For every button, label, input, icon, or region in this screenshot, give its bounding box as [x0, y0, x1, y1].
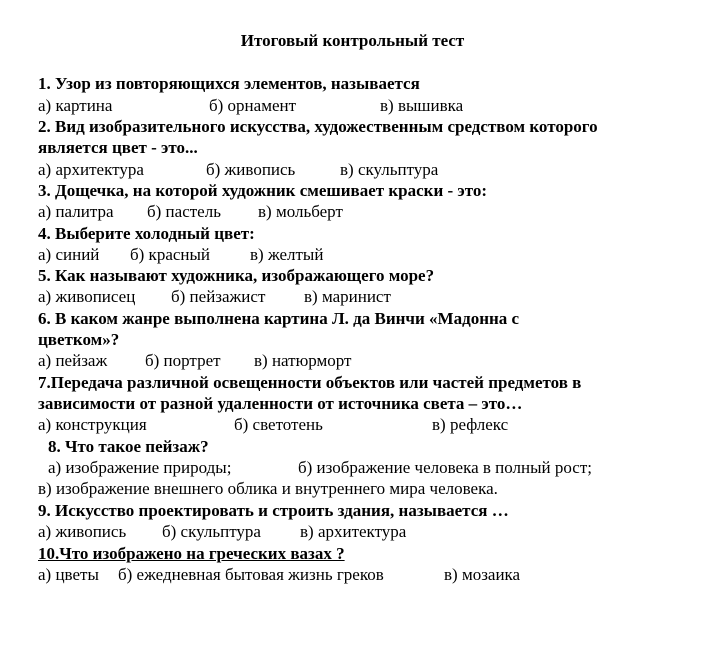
option-8b: б) изображение человека в полный рост;	[298, 458, 592, 477]
option-8a: а) изображение природы;	[48, 458, 232, 477]
answers-2	[38, 159, 678, 180]
question-8: 8. Что такое пейзаж?	[48, 437, 209, 456]
option-4a: а) синий	[38, 245, 100, 264]
option-5c: в) маринист	[304, 287, 391, 306]
option-3b: б) пастель	[147, 202, 221, 221]
answers-9	[38, 521, 678, 542]
question-1: 1. Узор из повторяющихся элементов, называется	[38, 74, 420, 93]
option-7a: а) конструкция	[38, 415, 147, 434]
option-3a: а) палитра	[38, 202, 114, 221]
answers-4	[38, 244, 678, 265]
question-2-line-2: является цвет - это...	[38, 138, 198, 157]
question-7-line-2: зависимости от разной удаленности от источника света – это…	[38, 394, 523, 413]
answers-7	[38, 414, 678, 435]
option-7c: в) рефлекс	[432, 415, 509, 434]
option-10a: а) цветы	[38, 565, 99, 584]
option-3c: в) мольберт	[258, 202, 343, 221]
option-8c: в) изображение внешнего облика и внутреннего мира человека.	[38, 479, 498, 498]
option-2a: а) архитектура	[38, 160, 144, 179]
option-1b: б) орнамент	[209, 96, 297, 115]
option-6a: а) пейзаж	[38, 351, 108, 370]
page-title: Итоговый контрольный тест	[240, 31, 465, 50]
answers-3	[38, 201, 678, 222]
question-4: 4. Выберите холодный цвет:	[38, 224, 255, 243]
question-10: 10.Что изображено на греческих вазах ?	[38, 544, 345, 563]
question-2-line-1: 2. Вид изобразительного искусства, художественным средством которого	[38, 117, 598, 136]
answers-5	[38, 286, 678, 307]
option-2b: б) живопись	[206, 160, 296, 179]
answers-6	[38, 350, 678, 371]
question-7-line-1: 7.Передача различной освещенности объектов или частей предметов в	[38, 373, 582, 392]
question-5: 5. Как называют художника, изображающего море?	[38, 266, 435, 285]
option-9a: а) живопись	[38, 522, 127, 541]
option-9c: в) архитектура	[300, 522, 407, 541]
option-5a: а) живописец	[38, 287, 136, 306]
option-6c: в) натюрморт	[254, 351, 352, 370]
option-2c: в) скульптура	[340, 160, 439, 179]
option-7b: б) светотень	[234, 415, 323, 434]
question-6-line-2: цветком»?	[38, 330, 120, 349]
option-6b: б) портрет	[145, 351, 221, 370]
option-4b: б) красный	[130, 245, 211, 264]
option-9b: б) скульптура	[162, 522, 261, 541]
option-10b: б) ежедневная бытовая жизнь греков	[118, 565, 384, 584]
answers-8-line-1	[48, 457, 668, 478]
option-5b: б) пейзажист	[171, 287, 266, 306]
option-10c: в) мозаика	[444, 565, 521, 584]
question-3: 3. Дощечка, на которой художник смешивает краски - это:	[38, 181, 488, 200]
question-9: 9. Искусство проектировать и строить здания, называется …	[38, 501, 509, 520]
answers-10	[38, 564, 678, 585]
option-4c: в) желтый	[250, 245, 324, 264]
option-1c: в) вышивка	[380, 96, 464, 115]
option-1a: а) картина	[38, 96, 113, 115]
question-6-line-1: 6. В каком жанре выполнена картина Л. да Винчи «Мадонна с	[38, 309, 520, 328]
answers-1	[38, 95, 678, 116]
